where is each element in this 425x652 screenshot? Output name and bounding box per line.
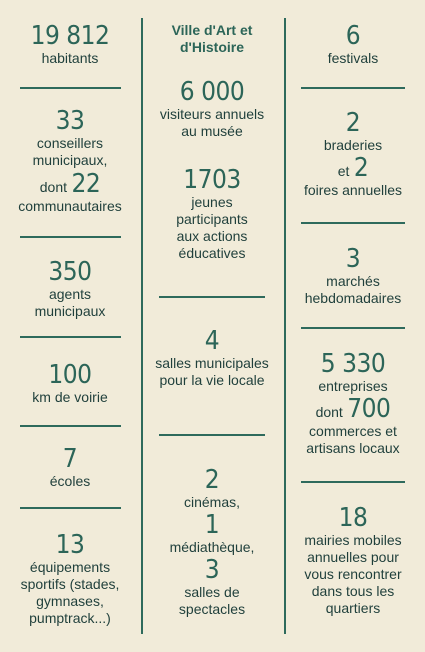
roads-stat	[6, 361, 134, 406]
stat-number: 19 812	[30, 21, 110, 51]
stat-sub-prefix: dont	[315, 404, 343, 420]
agents-stat	[6, 258, 134, 320]
divider	[301, 481, 405, 483]
stat-number: 1	[204, 510, 220, 540]
stat-label: jeunes participants aux actions éducatives	[176, 194, 248, 261]
stat-label: conseillers municipaux,	[32, 135, 108, 168]
businesses-stat	[291, 350, 415, 457]
stat-label: agents municipaux	[34, 286, 106, 319]
column-divider-left	[141, 18, 143, 634]
stat-sub-label: communautaires	[18, 198, 122, 214]
stat-label: médiathèque,	[169, 539, 255, 555]
youth-stat	[150, 166, 274, 262]
inhabitants-stat	[6, 22, 134, 67]
stat-number: 4	[204, 326, 220, 356]
mobile-halls-stat	[291, 504, 415, 617]
stat-number: 6 000	[179, 77, 245, 107]
councillors-stat	[6, 107, 134, 215]
stat-label: salles de spectacles	[178, 584, 246, 617]
divider	[301, 222, 405, 224]
stat-label: mairies mobiles annuelles pour vous rencontrer dans tous les quartiers	[304, 532, 402, 616]
stat-sub-line	[291, 395, 415, 423]
stat-label: braderies	[323, 137, 383, 153]
festivals-stat	[291, 22, 415, 67]
stat-sub-label: foires annuelles	[303, 182, 403, 198]
stat-number: 3	[345, 244, 361, 274]
stat-label: marchés hebdomadaires	[304, 273, 402, 306]
divider	[20, 507, 121, 509]
divider	[20, 425, 121, 427]
halls-stat	[150, 327, 274, 389]
heritage-title: Ville d'Art et d'Histoire	[171, 22, 253, 55]
stat-sub-line	[6, 170, 134, 198]
stat-number: 13	[55, 530, 85, 560]
heritage-title-block	[150, 22, 274, 56]
culture-stat	[150, 466, 274, 618]
stat-number: 350	[48, 257, 92, 287]
stat-sub-number: 22	[71, 169, 101, 199]
stat-number: 18	[338, 503, 368, 533]
divider	[301, 87, 405, 89]
stat-sub-prefix: dont	[39, 179, 68, 195]
stat-sub-line	[291, 154, 415, 182]
stat-label: visiteurs annuels au musée	[159, 106, 265, 139]
markets-stat	[291, 245, 415, 307]
stat-label: équipements sportifs (stades, gymnases, pumptrack...)	[20, 559, 120, 626]
fairs-stat	[291, 109, 415, 199]
divider	[301, 327, 405, 329]
stat-number: 100	[48, 360, 92, 390]
stat-number: 2	[204, 465, 220, 495]
stat-label: écoles	[49, 473, 91, 489]
stat-sub-label: commerces et artisans locaux	[306, 423, 400, 456]
divider	[20, 336, 121, 338]
stat-label: entreprises	[318, 378, 388, 394]
divider	[159, 296, 265, 298]
schools-stat	[6, 445, 134, 490]
stat-sub-number: 700	[347, 394, 391, 424]
stat-number: 3	[204, 555, 220, 585]
stat-label: cinémas,	[183, 494, 241, 510]
stat-number: 5 330	[320, 349, 386, 379]
column-divider-right	[284, 18, 286, 634]
stat-label: habitants	[41, 50, 99, 66]
stat-number: 6	[345, 21, 361, 51]
sports-stat	[6, 531, 134, 627]
stat-label: salles municipales pour la vie locale	[155, 355, 269, 388]
stat-label: festivals	[327, 50, 379, 66]
stat-number: 7	[62, 444, 78, 474]
stat-sub-number: 2	[353, 153, 369, 183]
stat-label: km de voirie	[32, 389, 108, 405]
stat-sub-prefix: et	[337, 163, 350, 179]
stat-number: 2	[345, 108, 361, 138]
stat-number: 33	[55, 106, 85, 136]
divider	[159, 434, 265, 436]
divider	[20, 236, 121, 238]
divider	[20, 87, 121, 89]
stat-number: 1703	[183, 165, 241, 195]
museum-stat	[150, 78, 274, 140]
